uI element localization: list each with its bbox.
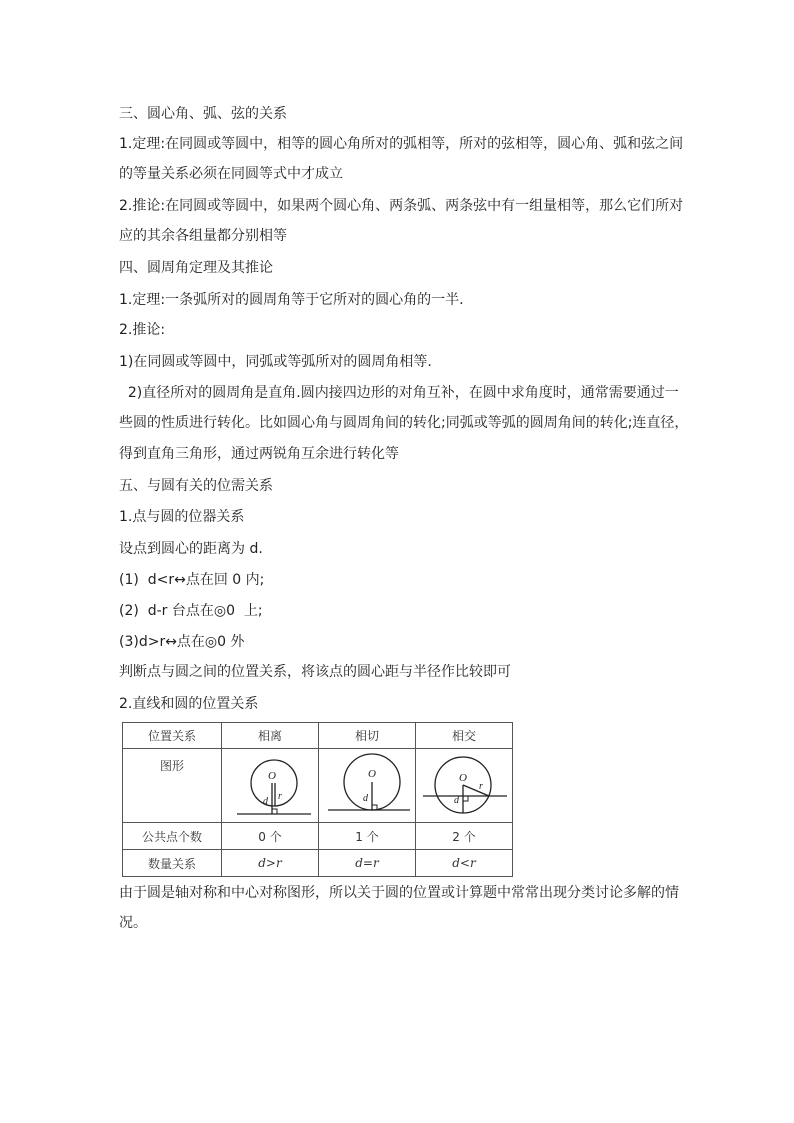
paragraph-line: 得到直角三角形，通过两锐角互余进行转化等 xyxy=(119,446,399,462)
table-header-cell: 位置关系 xyxy=(123,723,222,749)
table-row-label: 公共点个数 xyxy=(123,823,222,850)
paragraph-line: 判断点与圆之间的位置关系，将该点的圆心距与半径作比较即可 xyxy=(119,664,511,680)
table-cell: d=r xyxy=(319,850,416,877)
paragraph-line: 由于圆是轴对称和中心对称图形，所以关于圆的位置或计算题中常常出现分类讨论多解的情 xyxy=(119,885,679,901)
distance-label: d xyxy=(454,794,459,806)
distance-label: d xyxy=(363,792,368,804)
center-label: O xyxy=(368,767,376,780)
table-cell: 0 个 xyxy=(222,823,319,850)
paragraph-line: (3)d>r↔点在◎0 外 xyxy=(119,634,245,650)
figure-label: 图形 xyxy=(159,759,184,773)
table-row xyxy=(123,823,513,850)
table-header-cell: 相交 xyxy=(416,723,513,749)
paragraph-line: 2.推论:在同圆或等圆中，如果两个圆心角、两条弧、两条弦中有一组量相等，那么它们所对 xyxy=(119,198,684,214)
table-header-cell: 相切 xyxy=(319,723,416,749)
table-header-cell: 相离 xyxy=(222,723,319,749)
paragraph-line: 2)直径所对的圆周角是直角.圆内接四边形的对角互补，在圆中求角度时，通常需要通过一 xyxy=(119,385,679,401)
paragraph-line: (2) d-r 台点在◎0 上; xyxy=(119,603,263,619)
paragraph-line: 况。 xyxy=(119,915,147,931)
section-heading-3: 三、圆心角、弧、弦的关系 xyxy=(119,106,287,122)
distance-label: d xyxy=(263,795,268,807)
radius-label: r xyxy=(479,780,483,792)
center-label: O xyxy=(459,771,467,784)
radius-label: r xyxy=(278,790,282,802)
table-row xyxy=(123,749,513,823)
table-row-label: 数量关系 xyxy=(123,850,222,877)
table-cell: d<r xyxy=(416,850,513,877)
table-cell: 1 个 xyxy=(319,823,416,850)
paragraph-line: 应的其余各组量都分别相等 xyxy=(119,228,287,244)
table-cell xyxy=(222,749,319,823)
intersecting-figure xyxy=(419,753,509,819)
table-cell xyxy=(319,749,416,823)
circle-shape xyxy=(251,760,297,806)
paragraph-line: (1) d<r↔点在回 0 内; xyxy=(119,572,265,588)
section-heading-5: 五、与圆有关的位需关系 xyxy=(119,478,273,494)
table-cell: 2 个 xyxy=(416,823,513,850)
center-label: O xyxy=(268,769,276,782)
table-cell xyxy=(123,749,222,823)
paragraph-line: 1.定理:一条弧所对的圆周角等于它所对的圆心角的一半. xyxy=(119,292,464,308)
radius-segment xyxy=(463,785,489,796)
paragraph-line: 1)在同圆或等圆中，同弧或等弧所对的圆周角相等. xyxy=(119,354,432,370)
paragraph-line: 的等量关系必须在同圆等式中才成立 xyxy=(119,166,343,182)
table-row xyxy=(123,850,513,877)
right-angle-mark xyxy=(463,796,468,801)
table-cell xyxy=(416,749,513,823)
tangent-figure xyxy=(322,753,412,819)
paragraph-line: 1.定理:在同圆或等圆中，相等的圆心角所对的弧相等，所对的弦相等，圆心角、弧和弦之间 xyxy=(119,136,684,152)
table-cell: d>r xyxy=(222,850,319,877)
separated-figure xyxy=(225,753,315,819)
paragraph-line: 1.点与圆的位器关系 xyxy=(119,509,245,525)
right-angle-mark xyxy=(272,809,277,814)
table-header-row xyxy=(123,723,513,749)
paragraph-line: 2.直线和圆的位置关系 xyxy=(119,696,259,712)
section-heading-4: 四、圆周角定理及其推论 xyxy=(119,260,273,276)
paragraph-line: 些圆的性质进行转化。比如圆心角与圆周角间的转化;同弧或等弧的圆周角间的转化;连直径， xyxy=(119,415,689,431)
paragraph-line: 设点到圆心的距离为 d. xyxy=(119,541,263,557)
line-circle-relation-table xyxy=(122,722,513,877)
paragraph-line: 2.推论: xyxy=(119,322,166,338)
